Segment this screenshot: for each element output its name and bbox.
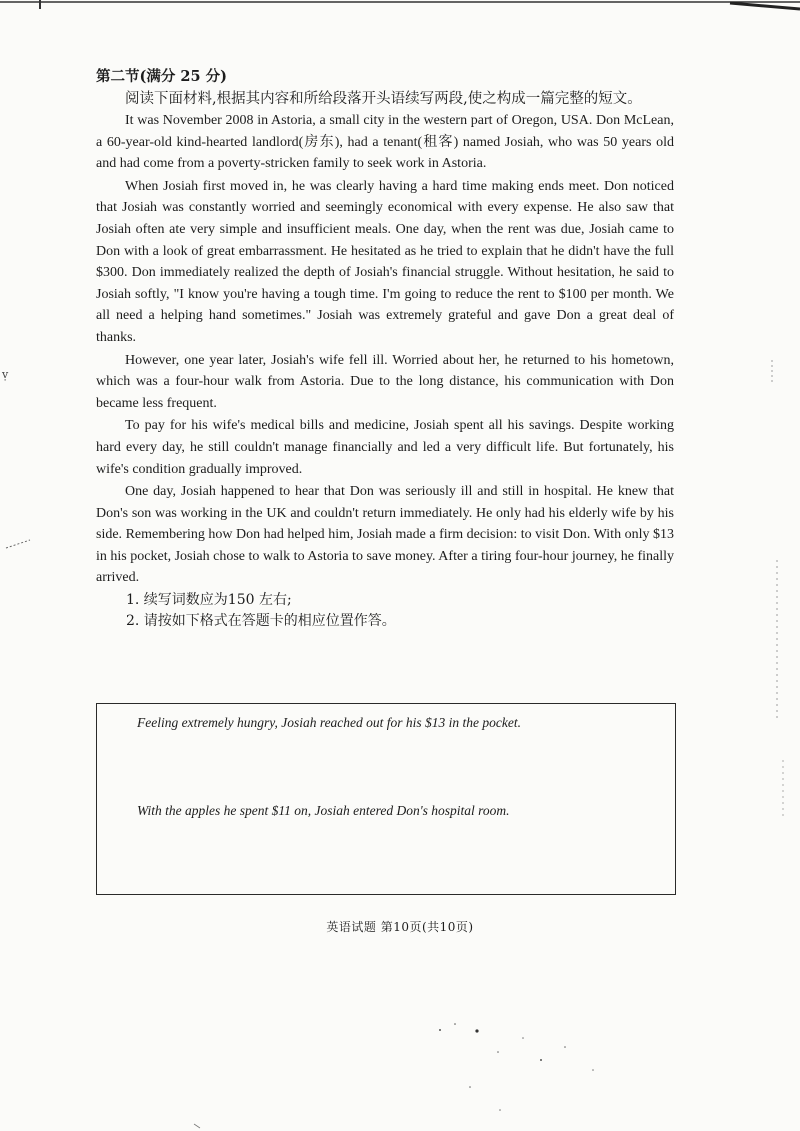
passage-paragraph: One day, Josiah happened to hear that Don was seriously ill and still in hospital. He knew that Don's son was working in the UK and couldn't return immediately. He only had his elderly wife by his side. Remembering how Don had helped him, Josiah made a firm decision: to visit Don. With only $13 in his pocket, Josiah chose to walk to Astoria to save money. After a tiring four-hour journey, he finally arrived. bbox=[96, 484, 674, 586]
passage-paragraph: However, one year later, Josiah's wife fell ill. Worried about her, he returned to his hometown, which was a four-hour walk from Astoria. Due to the long distance, his communication with Don became less frequent. bbox=[96, 352, 674, 411]
scan-top-edge bbox=[0, 0, 800, 14]
continuation-prompt-1: Feeling extremely hungry, Josiah reached out for his $13 in the pocket. bbox=[137, 715, 522, 730]
passage-paragraph: It was November 2008 in Astoria, a small city in the western part of Oregon, USA. Don McLean, a 60-year-old kind-hearted landlord(房东), had a tenant(租客) named Josiah, who was 50 years old and had come from a poverty-stricken family to seek work in Astoria. bbox=[96, 113, 674, 172]
section-title: 第二节(满分 25 分) bbox=[96, 68, 227, 85]
passage-paragraph: When Josiah first moved in, he was clearly having a hard time making ends meet. Don noticed that Josiah was constantly worried and seemingly economical with every expense. He also saw that Josiah often ate very simple and insufficient meals. One day, when the rent was due, Josiah came to Don with a look of great embarrassment. He hesitated as he tried to explain that he didn't have the full $300. Don immediately realized the depth of Josiah's financial struggle. Without hesitation, he said to Josiah softly, "I know you're having a tough time. I'm going to reduce the rent to $100 per month. We all need a helping hand sometimes." Josiah was extremely grateful and gave Don a great deal of thanks. bbox=[96, 178, 674, 345]
scan-speck: ṿ bbox=[2, 368, 9, 381]
continuation-prompt-2: With the apples he spent $11 on, Josiah entered Don's hospital room. bbox=[137, 803, 510, 818]
answer-box bbox=[96, 703, 676, 895]
passage-paragraph: To pay for his wife's medical bills and medicine, Josiah spent all his savings. Despite working hard every day, he still couldn't manage financially and led a very difficult life. But fortunately, his wife's condition gradually improved. bbox=[96, 418, 674, 477]
instruction-text: 阅读下面材料,根据其内容和所给段落开头语续写两段,使之构成一篇完整的短文。 bbox=[125, 91, 642, 107]
question-section bbox=[96, 66, 674, 632]
page-footer: 英语试题 第10页(共10页) bbox=[326, 920, 474, 934]
requirement-item: 1. 续写词数应为150 左右; bbox=[126, 592, 292, 609]
requirement-item: 2. 请按如下格式在答题卡的相应位置作答。 bbox=[126, 613, 396, 630]
